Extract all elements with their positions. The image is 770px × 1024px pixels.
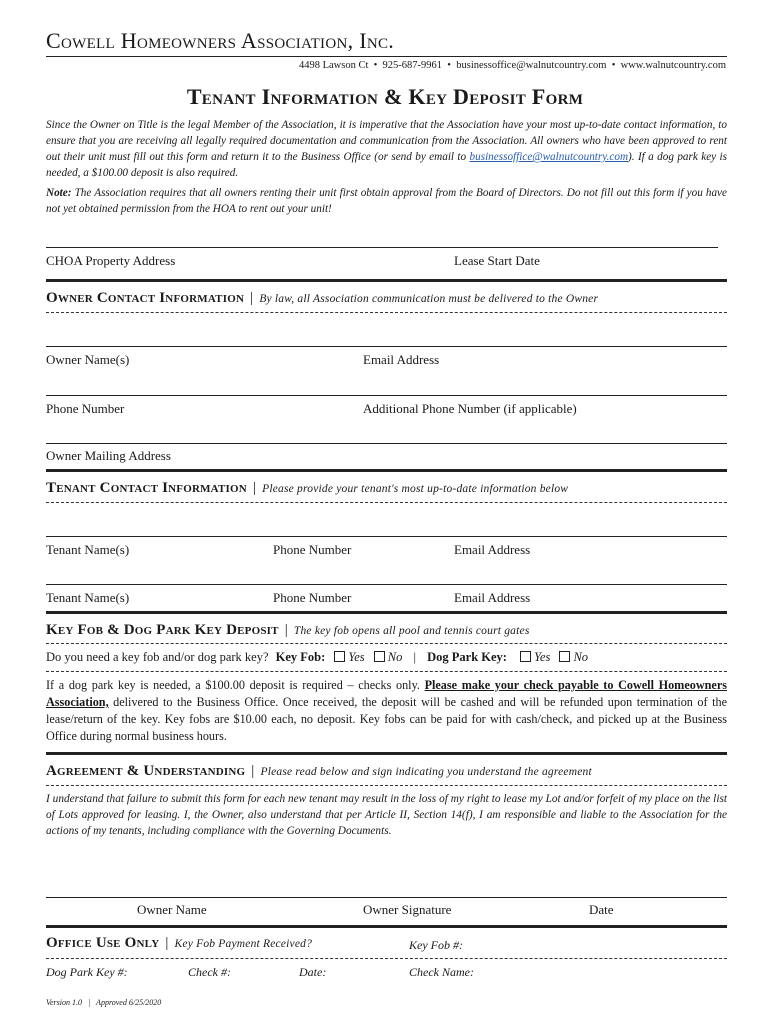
key-question-dash — [46, 671, 727, 672]
owner-email-label: Email Address — [363, 352, 440, 367]
tenant-section-title: Tenant Contact Information | Please provide your tenant's most up-to-date information below — [46, 480, 569, 496]
section-divider — [46, 752, 727, 755]
deposit-paragraph — [46, 677, 727, 745]
owner-phone-label: Phone Number — [46, 401, 125, 416]
property-line[interactable] — [46, 247, 718, 248]
tenant-phone-label: Phone Number — [273, 590, 352, 605]
intro-text-end: ). If a dog park key is needed, a $100.00 deposit is also required. — [46, 151, 727, 179]
owner-name-label: Owner Name(s) — [46, 352, 130, 367]
form-title: Tenant Information & Key Deposit Form — [186, 84, 584, 109]
owner-name-sign-label: Owner Name — [137, 902, 207, 917]
fob-number-label: Key Fob #: — [409, 938, 463, 952]
owner-additional-phone-label: Additional Phone Number (if applicable) — [363, 401, 577, 416]
agreement-section-title: Agreement & Understanding | Please read below and sign indicating you understand the agreement — [46, 763, 592, 779]
separator: | — [413, 650, 416, 664]
dog-park-yes-checkbox[interactable] — [520, 651, 531, 662]
key-fob-label: Key Fob: — [275, 650, 326, 664]
tenant-section-dash — [46, 502, 727, 503]
office-section-title: Office Use Only | Key Fob Payment Received? — [46, 935, 313, 951]
no-label: No — [573, 650, 589, 664]
fob-payment-label: Key Fob Payment Received? — [174, 938, 313, 950]
tenant-name-label: Tenant Name(s) — [46, 590, 130, 605]
agreement-text: I understand that failure to submit this form for each new tenant may result in the loss of my right to lease my Lot and/or forfeit of my place on the list of Lots approved for leasing. I, the Owner, also understand that per Article II, Section 14(f), I am responsible and liable to the Association for the actions of my tenants, including compliance with the Governing Documents. — [46, 793, 727, 837]
tenant-section-heading: Tenant Contact Information — [46, 480, 247, 496]
note-paragraph — [46, 185, 727, 217]
tenant-email-label: Email Address — [454, 542, 531, 557]
owner-section-subtitle: By law, all Association communication must be delivered to the Owner — [259, 293, 599, 305]
owner-section-title: Owner Contact Information | By law, all Association communication must be delivered to the Owner — [46, 290, 599, 306]
owner-mailing-label: Owner Mailing Address — [46, 448, 171, 463]
key-question-row — [46, 650, 588, 665]
tenant-email-label: Email Address — [454, 590, 531, 605]
owner-section-dash — [46, 312, 727, 313]
intro-text: Since the Owner on Title is the legal Member of the Association, it is imperative that the Association have your most up-to-date contact information, to ensure that you are receiving all legally required documentation and communication from the Association. All owners who have been approved to rent out their unit must fill out this form and return it to the Business Office (or send by email to — [46, 119, 727, 163]
lease-start-label: Lease Start Date — [454, 253, 540, 268]
section-divider — [46, 611, 727, 614]
key-section-dash — [46, 643, 727, 644]
tenant-row-line[interactable] — [46, 584, 727, 585]
tenant-row-line[interactable] — [46, 536, 727, 537]
note-text: The Association requires that all owners renting their unit first obtain approval from the Board of Directors. Do not fill out this form if you have not yet obtained permission from the HOA to rent out your unit! — [46, 187, 727, 215]
deposit-payable: Please make your check payable to Cowell Homeowners Association, — [46, 678, 727, 709]
office-date-label: Date: — [299, 965, 327, 979]
office-section-heading: Office Use Only — [46, 935, 160, 951]
no-label: No — [387, 650, 403, 664]
agreement-section-heading: Agreement & Understanding — [46, 763, 246, 779]
section-divider — [46, 469, 727, 472]
section-divider — [46, 925, 727, 928]
owner-name-line[interactable] — [46, 346, 727, 347]
key-section-title: Key Fob & Dog Park Key Deposit | The key fob opens all pool and tennis court gates — [46, 622, 530, 638]
section-divider — [46, 279, 727, 282]
signature-line[interactable] — [46, 897, 727, 898]
key-fob-yes-checkbox[interactable] — [334, 651, 345, 662]
tenant-section-subtitle: Please provide your tenant's most up-to-date information below — [262, 483, 569, 495]
agreement-section-subtitle: Please read below and sign indicating you understand the agreement — [260, 766, 592, 778]
owner-mailing-line[interactable] — [46, 443, 727, 444]
yes-label: Yes — [534, 650, 551, 664]
tenant-name-label: Tenant Name(s) — [46, 542, 130, 557]
agreement-section-dash — [46, 785, 727, 786]
key-question: Do you need a key fob and/or dog park key? — [46, 650, 269, 664]
email-link[interactable]: businessoffice@walnutcountry.com — [469, 151, 629, 163]
contact-line: 4498 Lawson Ct • 925-687-9961 • businessoffice@walnutcountry.com • www.walnutcountry.com — [298, 60, 726, 71]
dog-park-label: Dog Park Key: — [427, 650, 507, 664]
note-label: Note: — [46, 187, 72, 199]
property-address-label: CHOA Property Address — [46, 253, 176, 268]
owner-signature-label: Owner Signature — [363, 902, 452, 917]
office-section-dash — [46, 958, 727, 959]
check-name-label: Check Name: — [409, 965, 474, 979]
header-rule — [46, 56, 727, 57]
owner-section-heading: Owner Contact Information — [46, 290, 245, 306]
version-footer: Version 1.0 | Approved 6/25/2020 — [46, 998, 162, 1007]
deposit-text-start: If a dog park key is needed, a $100.00 deposit is required – checks only. — [46, 678, 425, 692]
key-section-heading: Key Fob & Dog Park Key Deposit — [46, 622, 279, 638]
tenant-phone-label: Phone Number — [273, 542, 352, 557]
dog-key-number-label: Dog Park Key #: — [46, 965, 128, 979]
owner-phone-line[interactable] — [46, 395, 727, 396]
date-label: Date — [589, 902, 614, 917]
dog-park-no-checkbox[interactable] — [559, 651, 570, 662]
key-section-subtitle: The key fob opens all pool and tennis court gates — [293, 625, 530, 637]
intro-paragraph — [46, 117, 727, 181]
deposit-text-end: delivered to the Business Office. Once received, the deposit will be cashed and will be refunded upon termination of the lease/return of the key. Key fobs are $10.00 each, no deposit. Key fobs can be paid for with cash/check, and picked up at the Business Office during normal business hours. — [46, 695, 727, 743]
check-number-label: Check #: — [188, 965, 231, 979]
org-name: Cowell Homeowners Association, Inc. — [46, 28, 395, 53]
key-fob-no-checkbox[interactable] — [374, 651, 385, 662]
yes-label: Yes — [348, 650, 365, 664]
